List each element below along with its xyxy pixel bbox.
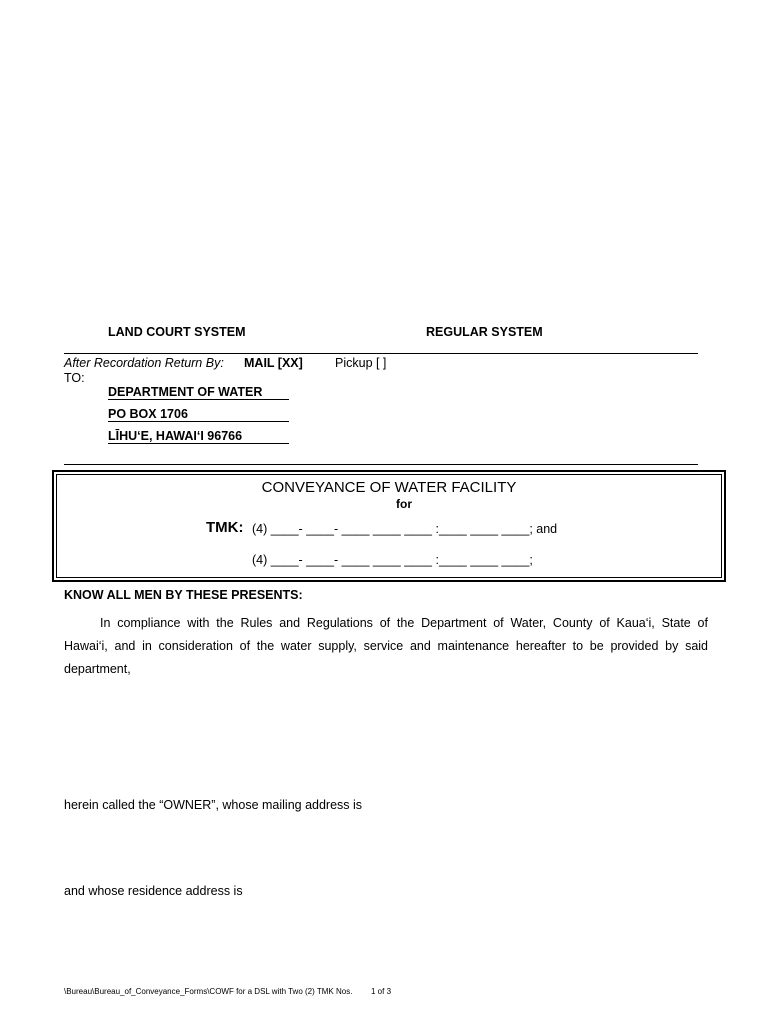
land-court-system-label: LAND COURT SYSTEM (108, 325, 246, 339)
for-label: for (396, 497, 412, 511)
know-all-heading: KNOW ALL MEN BY THESE PRESENTS: (64, 588, 303, 602)
compliance-paragraph (64, 612, 708, 681)
residence-address-label: and whose residence address is (64, 884, 243, 898)
tmk-line-1: (4) ____- ____- ____ ____ ____ :____ ____ ____; and (252, 522, 558, 536)
paragraph-line: Hawai‘i, and in consideration of the water supply, service and maintenance hereafter to be provided by said (64, 639, 708, 653)
regular-system-label: REGULAR SYSTEM (426, 325, 543, 339)
paragraph-line: In compliance with the Rules and Regulations of the Department of Water, County of Kaua‘i, State of (100, 616, 708, 630)
return-address-line-1: DEPARTMENT OF WATER (108, 385, 289, 400)
owner-mailing-address-label: herein called the “OWNER”, whose mailing address is (64, 798, 363, 812)
tmk-label: TMK: (206, 519, 244, 536)
header-rule (64, 353, 698, 354)
mail-option: MAIL [XX] (244, 356, 303, 370)
document-title: CONVEYANCE OF WATER FACILITY (261, 479, 517, 496)
paragraph-line: department, (64, 662, 131, 676)
return-address-line-2: PO BOX 1706 (108, 407, 289, 422)
to-label: TO: (64, 371, 85, 385)
tmk-line-2: (4) ____- ____- ____ ____ ____ :____ ____ ____; (252, 553, 533, 567)
after-recordation-label: After Recordation Return By: (64, 356, 224, 370)
return-address-line-3: LĪHU‘E, HAWAI‘I 96766 (108, 429, 289, 444)
footer-page-number: 1 of 3 (371, 987, 392, 996)
address-rule (64, 464, 698, 465)
footer-file-path: \Bureau\Bureau_of_Conveyance_Forms\COWF for a DSL with Two (2) TMK Nos. (64, 987, 353, 996)
pickup-option: Pickup [ ] (335, 356, 387, 370)
